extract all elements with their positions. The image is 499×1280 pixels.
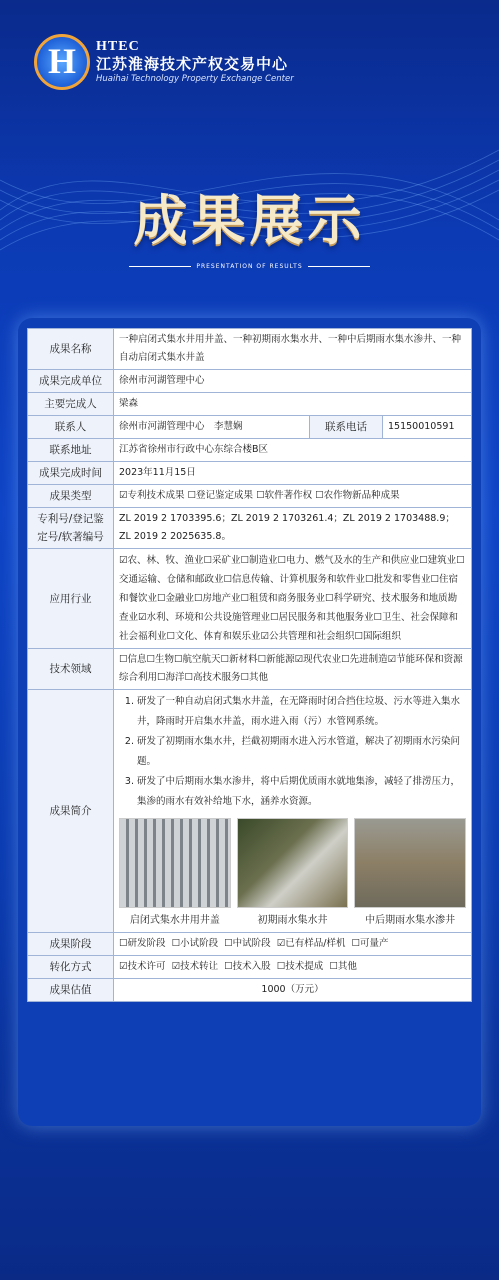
- photo-caption: 中后期雨水集水渗井: [365, 915, 456, 926]
- stage-checkbox[interactable]: ☐中试阶段: [224, 938, 271, 949]
- logo: [34, 34, 294, 90]
- logo-name-en: Huaihai Technology Property Exchange Center: [96, 74, 294, 84]
- row-value: ☑专利技术成果 ☐登记鉴定成果 ☐软件著作权 ☐农作物新品种成果: [114, 485, 472, 508]
- manhole-cover-photo: [119, 818, 231, 908]
- row-value: 江苏省徐州市行政中心东综合楼B区: [114, 439, 472, 462]
- photo-caption: 启闭式集水井用井盖: [129, 915, 220, 926]
- photo-gallery: [119, 818, 466, 930]
- photo-item: [354, 818, 466, 930]
- row-value: ZL 2019 2 1703395.6；ZL 2019 2 1703261.4；ZL 2019 2 1703488.9；ZL 2019 2 2025635.8。: [114, 508, 472, 549]
- row-value: ☑农、林、牧、渔业☐采矿业☐制造业☐电力、燃气及水的生产和供应业☐建筑业☐交通运输、仓储和邮政业☐信息传输、计算机服务和软件业☐批发和零售业☐住宿和餐饮业☐金融业☐房地产业☐租赁和商务服务业☐科学研究、技术服务和地质勘查业☑水利、环境和公共设施管理业☐居民服务和其他服务业☐卫生、社会保障和社会福利业☐文化、体育和娱乐业☑公共管理和社会组织☐国际组织: [114, 549, 472, 649]
- row-label: 成果完成时间: [28, 462, 114, 485]
- row-label: 成果名称: [28, 329, 114, 370]
- title-main: 成果展示: [133, 188, 366, 252]
- info-table: [27, 328, 472, 1002]
- initial-rainwater-well-photo: [237, 818, 349, 908]
- transfer-checkbox[interactable]: ☐其他: [329, 961, 357, 972]
- row-value: 一种启闭式集水井用井盖、一种初期雨水集水井、一种中后期雨水集水渗井、一种自动启闭式集水井盖: [114, 329, 472, 370]
- stage-options: [114, 933, 472, 956]
- transfer-checkbox[interactable]: ☐技术入股: [224, 961, 271, 972]
- table-row: [28, 370, 472, 393]
- row-label: 转化方式: [28, 956, 114, 979]
- stage-checkbox[interactable]: ☑已有样品/样机: [276, 938, 346, 949]
- row-label: 联系地址: [28, 439, 114, 462]
- table-row: [28, 485, 472, 508]
- transfer-options: [114, 956, 472, 979]
- photo-item: [237, 818, 349, 930]
- row-value: ☐信息☐生物☐航空航天☐新材料☐新能源☑现代农业☐先进制造☑节能环保和资源综合利用☐海洋☐高技术服务☐其他: [114, 649, 472, 690]
- row-label: 联系电话: [310, 416, 383, 439]
- photo-item: [119, 818, 231, 930]
- table-row: [28, 956, 472, 979]
- list-item: 1. 研发了一种自动启闭式集水井盖，在无降雨时闭合挡住垃圾、污水等进入集水井，降雨时开启集水井盖，雨水进入雨（污）水管网系统。: [137, 692, 466, 732]
- row-label: 技术领域: [28, 649, 114, 690]
- stage-checkbox[interactable]: ☐研发阶段: [119, 938, 166, 949]
- row-value: 1000（万元）: [114, 979, 472, 1002]
- list-item: 3. 研发了中后期雨水集水渗井，将中后期优质雨水就地集渗，减轻了排涝压力，集渗的雨水有效补给地下水，涵养水资源。: [137, 772, 466, 812]
- row-label: 成果完成单位: [28, 370, 114, 393]
- logo-abbr: HTEC: [96, 39, 140, 54]
- table-row: [28, 508, 472, 549]
- stage-checkbox[interactable]: ☐小试阶段: [171, 938, 219, 949]
- row-label: 联系人: [28, 416, 114, 439]
- stage-checkbox[interactable]: ☐可量产: [351, 938, 389, 949]
- table-row: [28, 979, 472, 1002]
- table-row: [28, 933, 472, 956]
- row-value: 徐州市河湖管理中心 李慧娴: [114, 416, 310, 439]
- title-sub: PRESENTATION OF RESULTS: [124, 263, 374, 270]
- row-value: 梁森: [114, 393, 472, 416]
- row-label: 成果估值: [28, 979, 114, 1002]
- transfer-checkbox[interactable]: ☑技术转让: [171, 961, 219, 972]
- row-label: 成果简介: [28, 690, 114, 933]
- summary-list: [119, 692, 466, 812]
- row-value: 15150010591: [383, 416, 472, 439]
- info-card: [18, 318, 481, 1126]
- logo-mark-icon: H: [34, 34, 90, 90]
- row-label: 主要完成人: [28, 393, 114, 416]
- row-label: 成果类型: [28, 485, 114, 508]
- row-label: 专利号/登记鉴定号/软著编号: [28, 508, 114, 549]
- row-label: 成果阶段: [28, 933, 114, 956]
- table-row: [28, 690, 472, 933]
- row-value: 2023年11月15日: [114, 462, 472, 485]
- table-row: [28, 329, 472, 370]
- table-row: [28, 393, 472, 416]
- table-row: [28, 439, 472, 462]
- transfer-checkbox[interactable]: ☐技术提成: [276, 961, 324, 972]
- logo-name-cn: 江苏淮海技术产权交易中心: [96, 55, 289, 73]
- row-label: 应用行业: [28, 549, 114, 649]
- seepage-well-photo: [354, 818, 466, 908]
- row-value: 徐州市河湖管理中心: [114, 370, 472, 393]
- transfer-checkbox[interactable]: ☑技术许可: [119, 961, 166, 972]
- summary-cell: [114, 690, 472, 933]
- table-row: [28, 649, 472, 690]
- list-item: 2. 研发了初期雨水集水井，拦截初期雨水进入污水管道，解决了初期雨水污染问题。: [137, 732, 466, 772]
- table-row: [28, 549, 472, 649]
- page-title: [0, 188, 499, 271]
- table-row: [28, 416, 472, 439]
- table-row: [28, 462, 472, 485]
- photo-caption: 初期雨水集水井: [257, 915, 328, 926]
